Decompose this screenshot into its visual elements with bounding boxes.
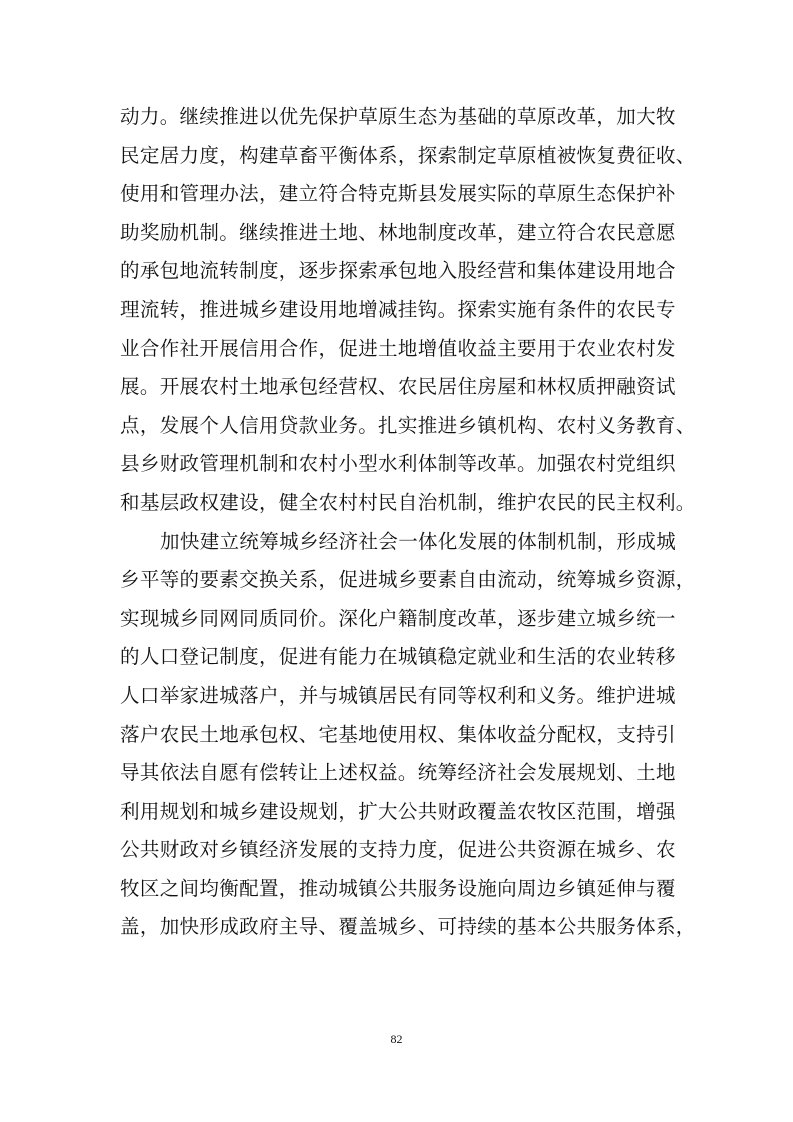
text-line: 的承包地流转制度，逐步探索承包地入股经营和集体建设用地合 xyxy=(120,259,676,283)
text-line: 利用规划和城乡建设规划，扩大公共财政覆盖农牧区范围，增强 xyxy=(120,799,676,823)
text-line: 导其依法自愿有偿转让上述权益。统筹经济社会发展规划、土地 xyxy=(120,761,676,785)
text-line: 人口举家进城落户，并与城镇居民有同等权利和义务。维护进城 xyxy=(120,683,676,707)
text-line: 乡平等的要素交换关系，促进城乡要素自由流动，统筹城乡资源， xyxy=(120,568,696,592)
page-number: 82 xyxy=(390,1032,403,1046)
text-line: 落户农民土地承包权、宅基地使用权、集体收益分配权，支持引 xyxy=(120,722,676,746)
text-line: 使用和管理办法，建立符合特克斯县发展实际的草原生态保护补 xyxy=(120,182,676,206)
text-line: 加快建立统筹城乡经济社会一体化发展的体制机制，形成城 xyxy=(160,529,677,553)
text-line: 的人口登记制度，促进有能力在城镇稳定就业和生活的农业转移 xyxy=(120,645,676,669)
text-line: 公共财政对乡镇经济发展的支持力度，促进公共资源在城乡、农 xyxy=(120,838,676,862)
paragraph xyxy=(120,98,696,523)
paragraph xyxy=(120,523,696,948)
text-line: 县乡财政管理机制和农村小型水利体制等改革。加强农村党组织 xyxy=(120,452,676,476)
body-text xyxy=(120,98,696,947)
text-line: 和基层政权建设，健全农村村民自治机制，维护农民的民主权利。 xyxy=(120,490,696,514)
text-line: 业合作社开展信用合作，促进土地增值收益主要用于农业农村发 xyxy=(120,336,676,360)
text-line: 实现城乡同网同质同价。深化户籍制度改革，逐步建立城乡统一 xyxy=(120,606,676,630)
text-line: 展。开展农村土地承包经营权、农民居住房屋和林权质押融资试 xyxy=(120,375,676,399)
text-line: 民定居力度，构建草畜平衡体系，探索制定草原植被恢复费征收、 xyxy=(120,143,696,167)
text-line: 助奖励机制。继续推进土地、林地制度改革，建立符合农民意愿 xyxy=(120,220,676,244)
text-line: 点，发展个人信用贷款业务。扎实推进乡镇机构、农村义务教育、 xyxy=(120,413,696,437)
text-line: 动力。继续推进以优先保护草原生态为基础的草原改革，加大牧 xyxy=(120,105,676,128)
text-line: 理流转，推进城乡建设用地增减挂钩。探索实施有条件的农民专 xyxy=(120,297,676,321)
text-line: 盖，加快形成政府主导、覆盖城乡、可持续的基本公共服务体系， xyxy=(120,915,696,939)
text-line: 牧区之间均衡配置，推动城镇公共服务设施向周边乡镇延伸与覆 xyxy=(120,876,676,900)
